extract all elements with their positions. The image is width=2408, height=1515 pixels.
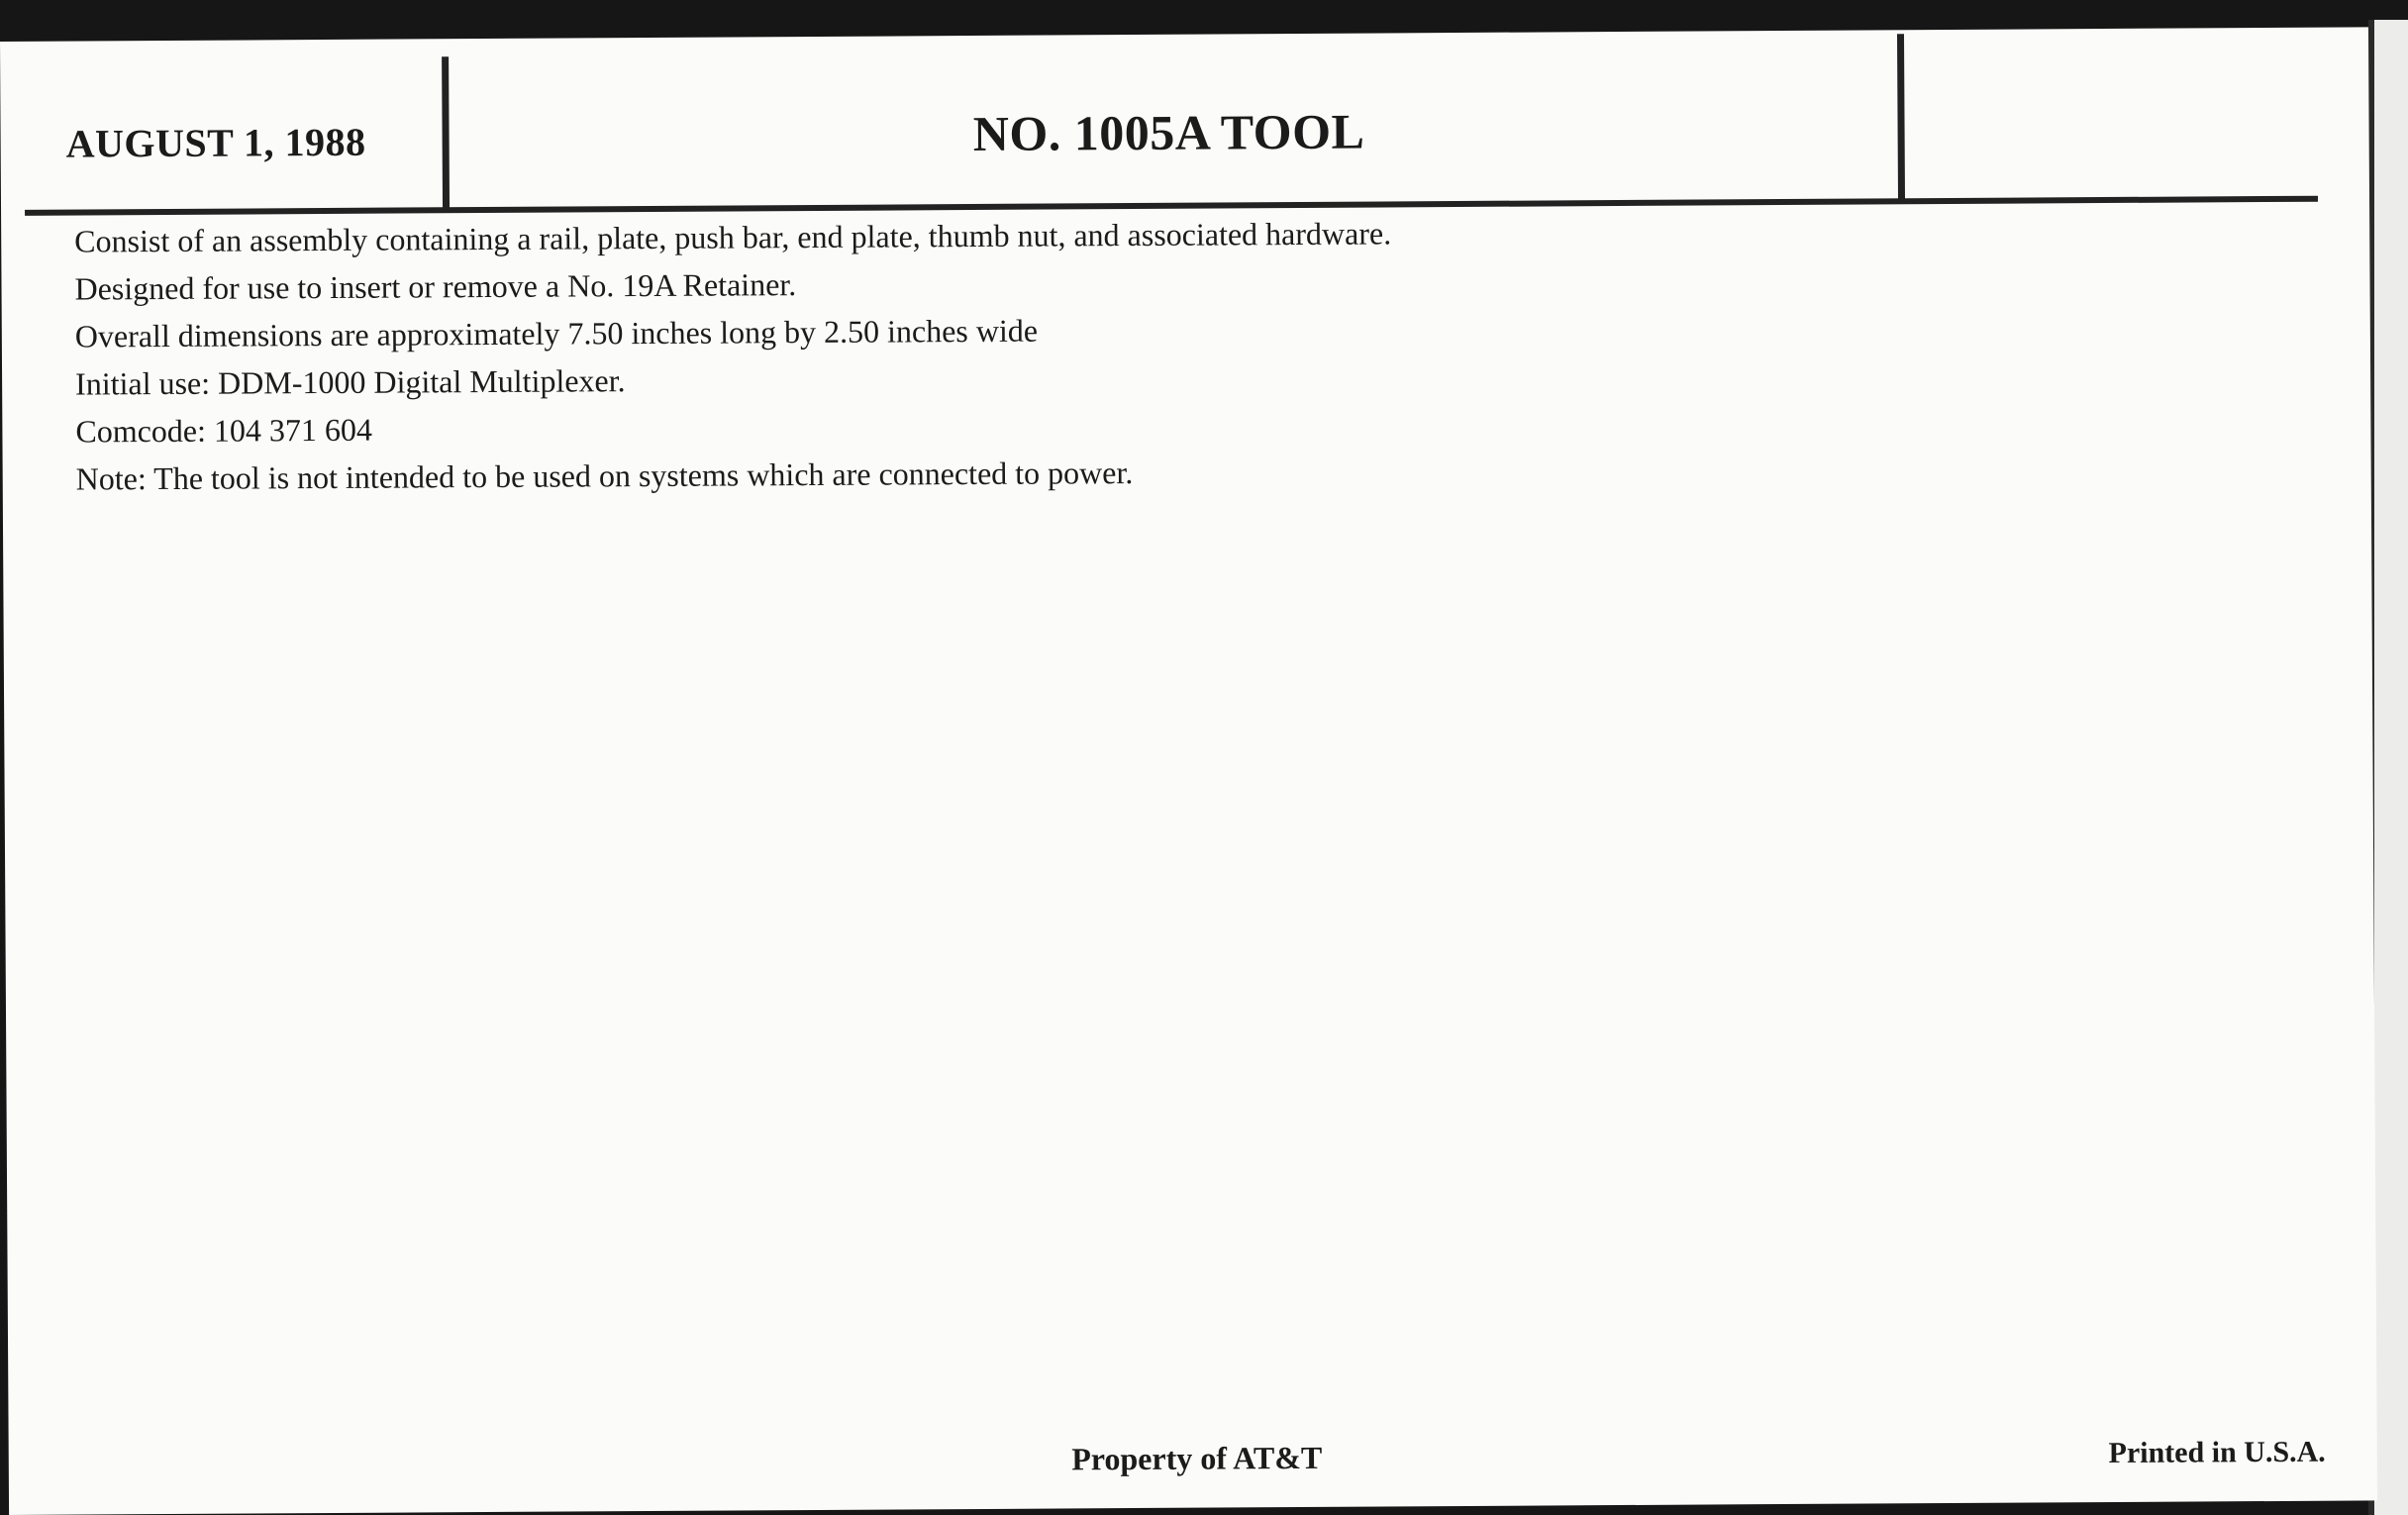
description-list (74, 206, 1957, 503)
description-line: Overall dimensions are approximately 7.50 inches long by 2.50 inches wide (74, 312, 1039, 354)
page-title: NO. 1005A TOOL (972, 103, 1365, 161)
description-line: Initial use: DDM-1000 Digital Multiplexer. (75, 362, 626, 402)
document-card (0, 27, 2377, 1515)
header-divider-left (442, 56, 450, 209)
description-line: Designed for use to insert or remove a No. 19A Retainer. (74, 266, 797, 307)
description-line: Note: The tool is not intended to be used on systems which are connected to power. (75, 454, 1134, 497)
header-date: AUGUST 1, 1988 (65, 119, 366, 166)
description-line: Comcode: 104 371 604 (75, 411, 373, 450)
property-notice: Property of AT&T (1071, 1439, 1323, 1477)
printed-notice: Printed in U.S.A. (2108, 1435, 2326, 1470)
description-line: Consist of an assembly containing a rail, plate, push bar, end plate, thumb nut, and associated hardware. (74, 215, 1392, 259)
header-divider-right (1897, 34, 1905, 200)
